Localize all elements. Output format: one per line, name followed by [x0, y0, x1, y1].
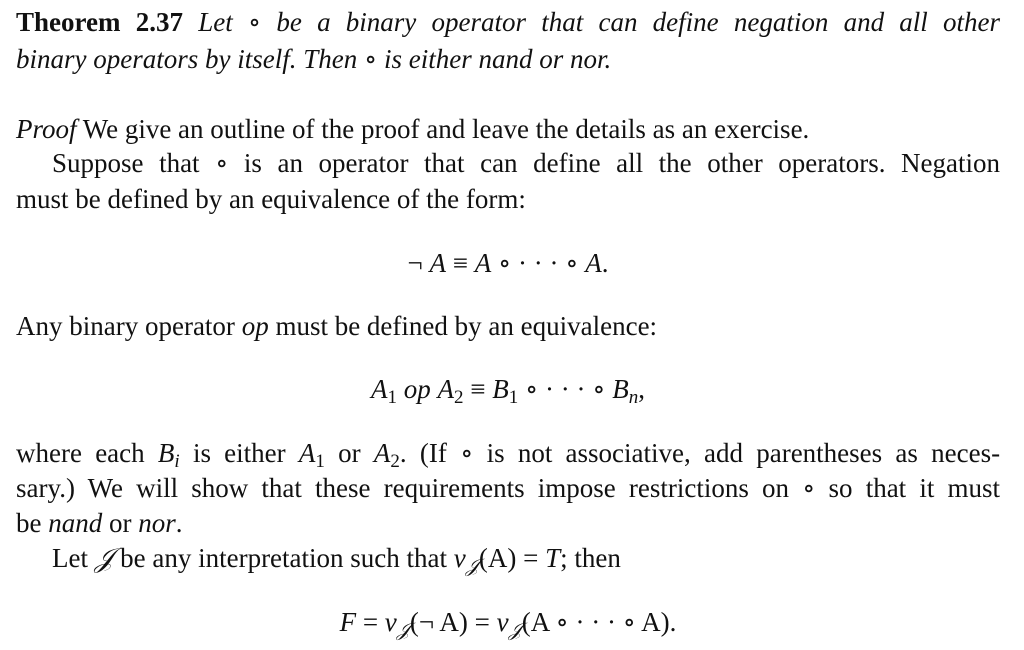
theorem-line-1 — [16, 6, 1000, 38]
proof-para5: Let 𝒥 be any interpretation such that v𝒥(A) = T; then — [52, 543, 621, 577]
proof-label: Proof — [16, 114, 77, 144]
proof-para4-line-1: where each Bi is either $A_1$ or $A_2$. (If ∘ is not associative, add parentheses as neces- — [16, 438, 1001, 472]
theorem-text-1: Let ∘ be a binary operator that can define negation and all other — [198, 7, 1001, 37]
proof-para4-line-2: sary.) We will show that these requirements impose restrictions on ∘ so that it must — [16, 473, 1000, 503]
proof-para2-line-1: Suppose that ∘ is an operator that can define all the other operators. Negation — [52, 148, 1000, 178]
proof-line-1 — [16, 113, 809, 145]
equation-negation: ¬ A ≡ A ∘ · · · ∘ A. — [407, 248, 609, 278]
equation-interpretation: F = v𝒥(¬ A) = v𝒥(A ∘ · · · ∘ A). — [339, 607, 677, 641]
proof-para4-line-3: be nand or nor. — [16, 508, 183, 538]
proof-text-1: We give an outline of the proof and leave the details as an exercise. — [82, 114, 810, 144]
proof-para3: Any binary operator op must be defined by an equivalence: — [16, 311, 658, 341]
proof-para2-line-2: must be defined by an equivalence of the form: — [16, 184, 526, 214]
equation-binary-op: $A_1$ op $A_2 \equiv B_1$ ∘ · · · ∘ Bn, — [371, 374, 645, 408]
theorem-line-2: binary operators by itself. Then ∘ is either nand or nor. — [16, 44, 612, 74]
theorem-label: Theorem 2.37 — [16, 7, 183, 37]
